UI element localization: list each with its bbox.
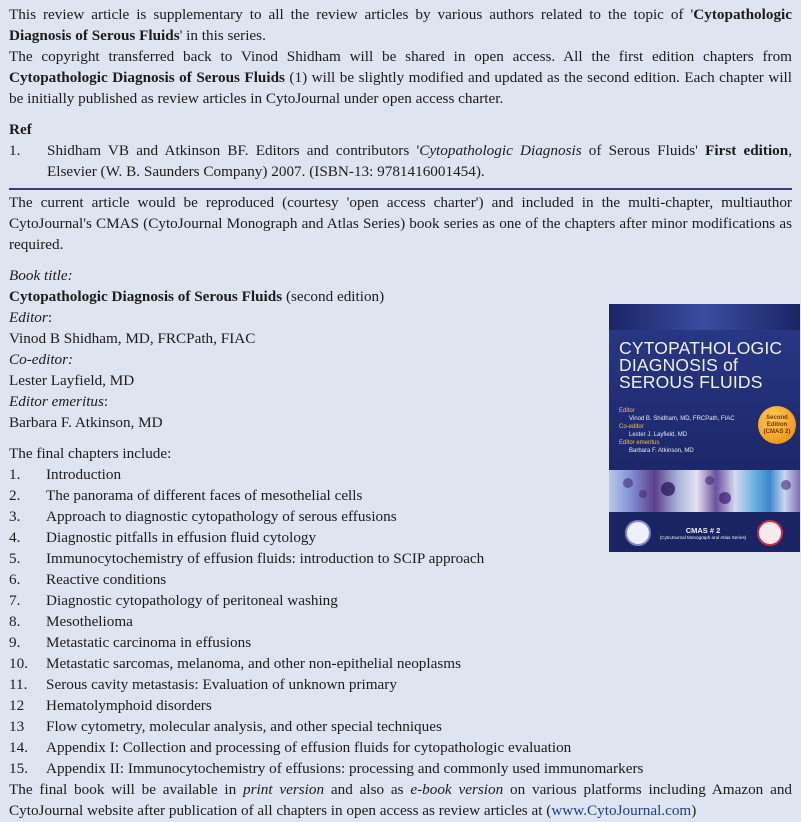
second-edition-badge: Second Edition (CMAS 2) [758,406,796,444]
intro-text: The copyright transferred back to Vinod Shidham will be shared in open access. All the first edition chapters from [9,48,792,65]
editor-name: Vinod B Shidham, MD, FRCPath, FIAC [9,330,256,347]
list-item: 2. The panorama of different faces of mesothelial cells [9,487,363,504]
cover-micrograph-strip [609,470,800,512]
list-item: 15. Appendix II: Immunocytochemistry of effusions: processing and commonly used immunomarkers [9,760,644,777]
intro-paragraph-2 [9,46,792,109]
book-title-bold: Cytopathologic Diagnosis of Serous Fluids [9,69,285,86]
book-title-label: Book title: [9,267,73,284]
series-label: CMAS # 2 (CytoJournal Monograph and Atlas Series) [659,526,747,540]
list-item: 5. Immunocytochemistry of effusion fluids: introduction to SCIP approach [9,550,485,567]
list-item: 7. Diagnostic cytopathology of peritoneal washing [9,592,338,609]
emeritus-label: Editor emeritus [9,393,104,410]
emeritus-name: Barbara F. Atkinson, MD [9,414,163,431]
list-item: 13 Flow cytometry, molecular analysis, and other special techniques [9,718,442,735]
list-item: 11. Serous cavity metastasis: Evaluation of unknown primary [9,676,397,693]
list-item: 10. Metastatic sarcomas, melanoma, and other non-epithelial neoplasms [9,655,461,672]
section-divider [9,188,792,190]
final-paragraph: The final book will be available in print version and also as e-book version on various platforms including Amazon and CytoJournal website after publication of all chapters in open access as review articles at (www.CytoJournal.com) [9,781,793,819]
list-item: 1. Introduction [9,466,122,483]
list-item: 9. Metastatic carcinoma in effusions [9,634,252,651]
book-title: Cytopathologic Diagnosis of Serous Fluids [9,288,283,305]
cytojournal-link[interactable]: www.CytoJournal.com [551,802,692,819]
list-item: 14. Appendix I: Collection and processing of effusion fluids for cytopathologic evaluation [9,739,572,756]
book-edition: (second edition) [282,288,385,305]
intro-paragraph-1 [9,4,792,46]
coeditor-label: Co-editor: [9,351,74,368]
reference-text: Shidham VB and Atkinson BF. Editors and contributors 'Cytopathologic Diagnosis of Serous Fluids' First edition, Elsevier (W. B. Saunders Company) 2007. (ISBN-13: 9781416001454). [47,142,793,180]
list-item: 6. Reactive conditions [9,571,167,588]
reproduce-paragraph: The current article would be reproduced (courtesy 'open access charter') and included in the multi-chapter, multiauthor CytoJournal's CMAS (CytoJournal Monograph and Atlas Series) book series as one of the chapters after minor modifications as required. [9,194,792,253]
book-cover-image [609,304,800,552]
reference-number: 1. [9,142,21,159]
book-info: Book title: Cytopathologic Diagnosis of Serous Fluids (second edition) Editor: Vinod B Shidham, MD, FRCPath, FIAC Co-editor: Lester Layfield, MD Editor emeritus: Barbara F. Atkinson, MD [9,265,792,433]
list-item: 12 Hematolymphoid disorders [9,697,212,714]
references-heading: Ref [9,121,32,138]
society-seal-icon [757,520,783,546]
topic-title: Cytopathologic Diagnosis of Serous Fluids [9,6,792,44]
coeditor-name: Lester Layfield, MD [9,372,135,389]
intro-text: (1) will be slightly modified and updated as the second edition. Each chapter will be initially published as review articles in CytoJournal under open access charter. [9,69,792,107]
intro-text: ' in this series. [179,27,266,44]
reference-item [9,140,792,182]
cytojournal-logo-icon [625,520,651,546]
editor-label: Editor [9,309,48,326]
intro-text: This review article is supplementary to all the review articles by various authors related to the topic of ' [9,6,694,23]
list-item: 3. Approach to diagnostic cytopathology of serous effusions [9,508,397,525]
cover-credits: Editor Vinod B. Shidham, MD, FRCPath, FIAC Co-editor Lester J. Layfield, MD Editor emeritus Barbara F. Atkinson, MD [619,408,735,454]
list-item: 8. Mesothelioma [9,613,133,630]
list-item: 4. Diagnostic pitfalls in effusion fluid cytology [9,529,317,546]
chapters-intro: The final chapters include: [9,445,172,462]
cover-footer [609,514,800,552]
cover-title: CYTOPATHOLOGIC DIAGNOSIS of SEROUS FLUIDS [619,338,783,392]
